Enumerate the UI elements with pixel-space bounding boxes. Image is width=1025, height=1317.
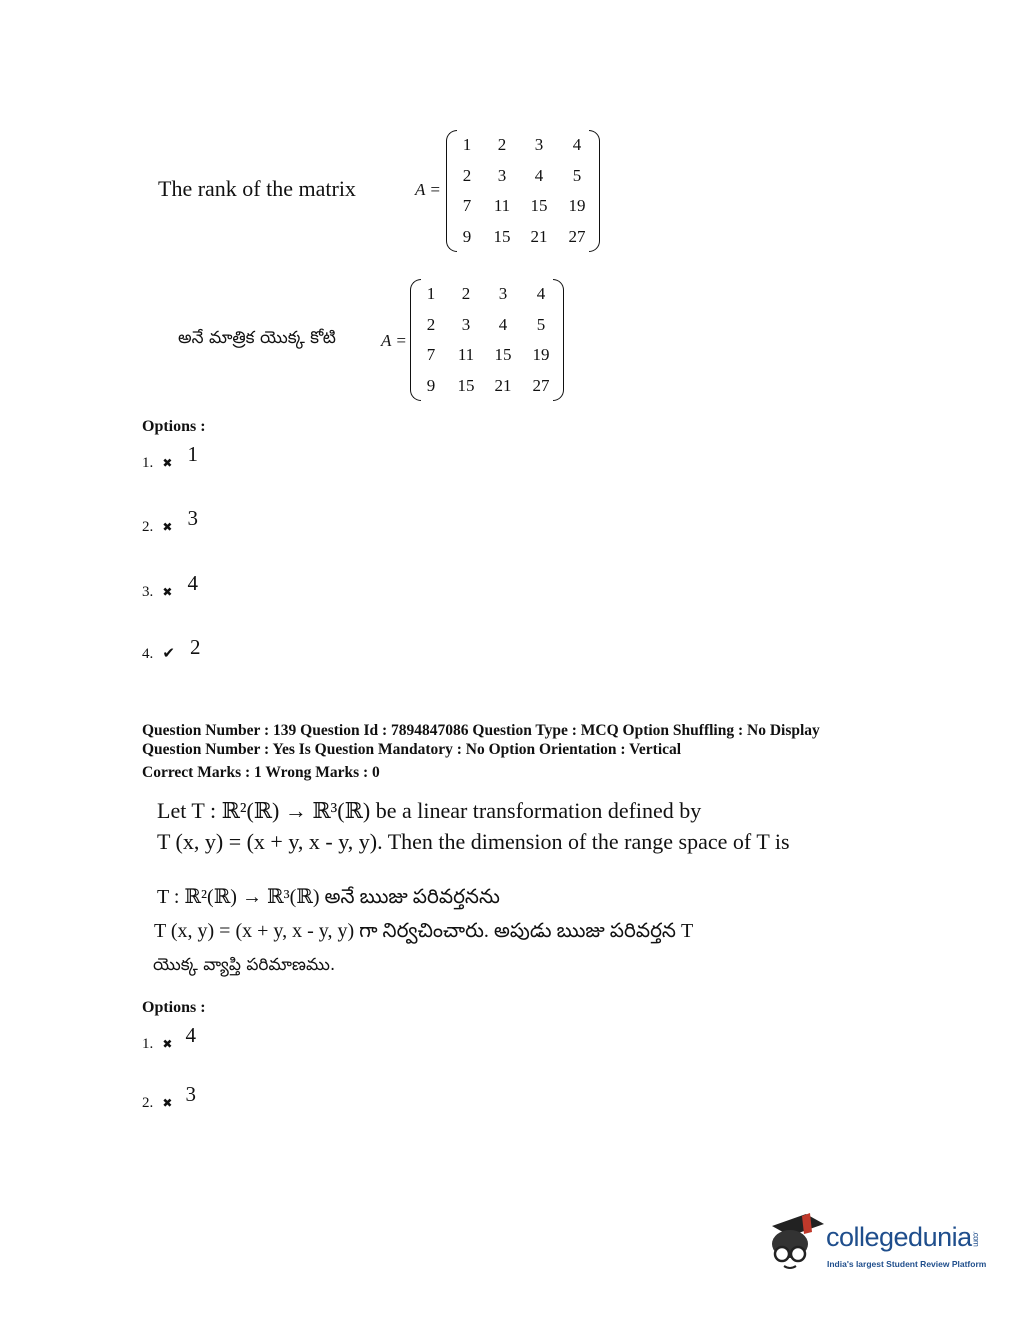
matrix-cell: 19	[532, 345, 550, 364]
option-number: 2.	[142, 1095, 154, 1111]
matrix-cell: 15	[494, 345, 512, 364]
q1-option-2[interactable]	[142, 506, 198, 537]
q1-stem-en: The rank of the matrix	[158, 176, 356, 201]
matrix-cell: 5	[572, 165, 582, 185]
matrix-cell: 11	[457, 345, 475, 364]
cross-icon: ✖	[162, 520, 173, 534]
option-number: 4.	[142, 646, 154, 662]
brand-suffix: .com	[971, 1230, 981, 1246]
matrix-cell: 27	[568, 226, 586, 246]
matrix-cell: 21	[530, 226, 548, 246]
option-value: 4	[187, 571, 198, 595]
matrix-cell: 4	[536, 284, 546, 303]
q2-stem-en-line1: Let T : ℝ²(ℝ) → ℝ³(ℝ) be a linear transformation defined by	[157, 798, 702, 823]
q1-option-1[interactable]	[142, 442, 198, 473]
option-value: 3	[187, 506, 198, 530]
cross-icon: ✖	[162, 585, 173, 599]
brand-tagline: India's largest Student Review Platform	[827, 1259, 987, 1269]
matrix-label: A =	[415, 180, 441, 199]
matrix-cell: 2	[461, 284, 471, 303]
matrix-cell: 21	[494, 375, 512, 395]
cross-icon: ✖	[162, 1037, 173, 1051]
q2-options-label: Options :	[142, 999, 206, 1016]
q2-meta-line2: Question Number : Yes Is Question Mandatory : No Option Orientation : Vertical	[142, 741, 682, 758]
matrix-cell: 9	[426, 375, 436, 395]
option-value: 1	[187, 442, 198, 466]
q2-stem-te-line3: యొక్క వ్యాప్తి పరిమాణము.	[153, 955, 336, 975]
q2-meta-line3: Correct Marks : 1 Wrong Marks : 0	[142, 764, 380, 781]
matrix-cell: 4	[572, 135, 582, 154]
matrix-cell: 7	[462, 196, 472, 215]
matrix-cell: 2	[426, 314, 436, 334]
matrix-cell: 9	[462, 226, 472, 246]
mascot-icon	[766, 1210, 826, 1278]
matrix-cell: 1	[426, 284, 436, 303]
option-number: 1.	[142, 455, 154, 471]
q2-stem-te-line2: T (x, y) = (x + y, x - y, y) గా నిర్వచించారు. అపుడు ఋజు పరివర్తన T	[154, 920, 694, 942]
matrix-cell: 2	[497, 135, 507, 154]
q2-meta-line1: Question Number : 139 Question Id : 7894847086 Question Type : MCQ Option Shuffling : No Display	[142, 722, 820, 739]
option-number: 1.	[142, 1036, 154, 1052]
matrix-cell: 19	[568, 196, 586, 215]
matrix-cell: 11	[493, 196, 511, 215]
option-value: 2	[190, 635, 201, 659]
option-value: 4	[185, 1023, 196, 1047]
matrix-a-te	[414, 279, 560, 401]
q1-options-label: Options :	[142, 418, 206, 435]
q2-stem-te-line1: T : ℝ²(ℝ) → ℝ³(ℝ) అనే ఋజు పరివర్తనను	[157, 886, 500, 908]
matrix-cell: 7	[426, 345, 436, 364]
matrix-label-te: A =	[381, 331, 407, 350]
matrix-cell: 5	[536, 314, 546, 334]
q1-option-3[interactable]	[142, 571, 198, 602]
matrix-cell: 3	[498, 284, 508, 303]
q1-stem-te: అనే మాత్రిక యొక్క కోటి	[178, 328, 336, 348]
matrix-cell: 3	[497, 165, 507, 185]
collegedunia-logo[interactable]	[766, 1210, 996, 1280]
brand-name: collegedunia	[826, 1222, 972, 1252]
matrix-cell: 1	[462, 135, 472, 154]
q2-option-1[interactable]	[142, 1023, 196, 1054]
cross-icon: ✖	[162, 1096, 173, 1110]
q2-option-2[interactable]	[142, 1082, 196, 1113]
cross-icon: ✖	[162, 456, 173, 470]
option-number: 3.	[142, 584, 154, 600]
matrix-cell: 4	[498, 314, 508, 334]
check-icon: ✔	[162, 644, 175, 662]
q1-option-4[interactable]	[142, 635, 201, 664]
matrix-cell: 27	[532, 375, 550, 395]
matrix-cell: 15	[530, 196, 548, 215]
option-number: 2.	[142, 519, 154, 535]
q2-stem-en-line2: T (x, y) = (x + y, x - y, y). Then the dimension of the range space of T is	[157, 829, 790, 854]
option-value: 3	[185, 1082, 196, 1106]
matrix-cell: 2	[462, 165, 472, 185]
matrix-a-en	[450, 130, 596, 252]
matrix-cell: 4	[534, 165, 544, 185]
matrix-cell: 15	[493, 226, 511, 246]
matrix-cell: 15	[457, 375, 475, 395]
matrix-cell: 3	[534, 135, 544, 154]
matrix-cell: 3	[461, 314, 471, 334]
